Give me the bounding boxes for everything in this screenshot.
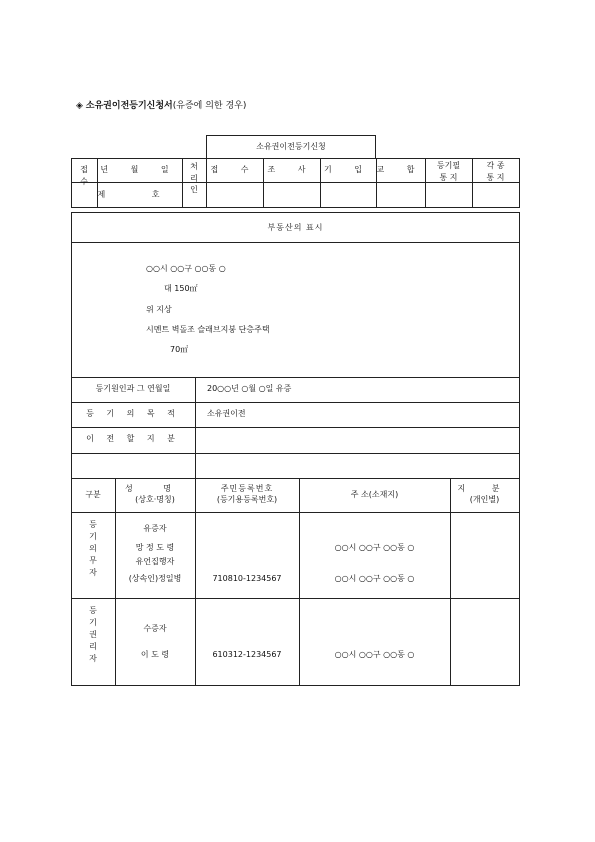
- col-completion-notice: 등기필 통 지: [436, 161, 461, 182]
- obligor-executor-role: 유언집행자: [135, 557, 175, 566]
- holder-label: 등 기 권 리 자: [89, 606, 97, 663]
- receipt-number-label: 제 호: [97, 190, 182, 199]
- header-name: 성 명: [125, 484, 185, 493]
- field-label-cause: 등기원인과 그 연월일: [95, 384, 171, 393]
- col-record: 기 입: [324, 165, 372, 174]
- processor-label: 처 리 인: [190, 162, 198, 195]
- title-suffix: (유증에 의한 경우): [172, 101, 247, 111]
- obligor-name: 망 정 도 령: [135, 543, 175, 552]
- header-id-sub: (등기용등록번호): [216, 495, 278, 504]
- header-id: 주민등록번호: [220, 484, 274, 493]
- obligor-role: 유증자: [143, 524, 167, 533]
- receipt-date-label: 년 월 일: [100, 165, 179, 174]
- col-various-notice: 각 종 통 지: [486, 161, 505, 182]
- holder-name: 이 도 령: [140, 650, 170, 659]
- field-value-cause: 20○○년 ○월 ○일 유증: [207, 384, 292, 393]
- receipt-label: 접 수: [80, 165, 88, 186]
- obligor-address-2: ○○시 ○○구 ○○동 ○: [334, 574, 415, 583]
- header-address: 주 소(소재지): [350, 490, 399, 499]
- field-label-purpose: 등 기 의 목 적: [86, 409, 180, 418]
- document-title: [76, 98, 246, 111]
- obligor-executor-name: (상속인)정일병: [128, 574, 182, 583]
- obligor-id: 710810-1234567: [212, 574, 282, 583]
- property-address: ○○시 ○○구 ○○동 ○: [146, 264, 226, 273]
- col-inspect: 조 사: [267, 165, 316, 174]
- col-verify: 교 합: [376, 165, 425, 174]
- property-building-area: 70㎡: [170, 345, 189, 354]
- receipt-header: 소유권이전등기신청: [256, 142, 326, 151]
- header-share: 지 분: [457, 484, 512, 493]
- col-receipt: 접 수: [210, 165, 259, 174]
- holder-id: 610312-1234567: [212, 650, 282, 659]
- holder-address: ○○시 ○○구 ○○동 ○: [334, 650, 415, 659]
- obligor-address-1: ○○시 ○○구 ○○동 ○: [334, 543, 415, 552]
- diamond-marker-icon: ◈: [76, 101, 83, 111]
- property-above-ground: 위 지상: [146, 305, 172, 314]
- property-building-type: 시멘트 벽돌조 슬래브지붕 단층주택: [146, 325, 270, 334]
- field-label-share: 이 전 할 지 분: [86, 434, 180, 443]
- obligor-label: 등 기 의 무 자: [89, 520, 97, 577]
- header-kind: 구분: [85, 490, 101, 499]
- property-header: 부동산의 표시: [267, 223, 324, 232]
- title-main: 소유권이전등기신청서: [85, 101, 173, 111]
- field-value-purpose: 소유권이전: [207, 409, 246, 418]
- holder-role: 수증자: [143, 624, 167, 633]
- property-land-area: 대 150㎡: [164, 284, 198, 293]
- header-name-sub: (상호·명칭): [135, 495, 175, 504]
- header-share-sub: (개인별): [469, 495, 500, 504]
